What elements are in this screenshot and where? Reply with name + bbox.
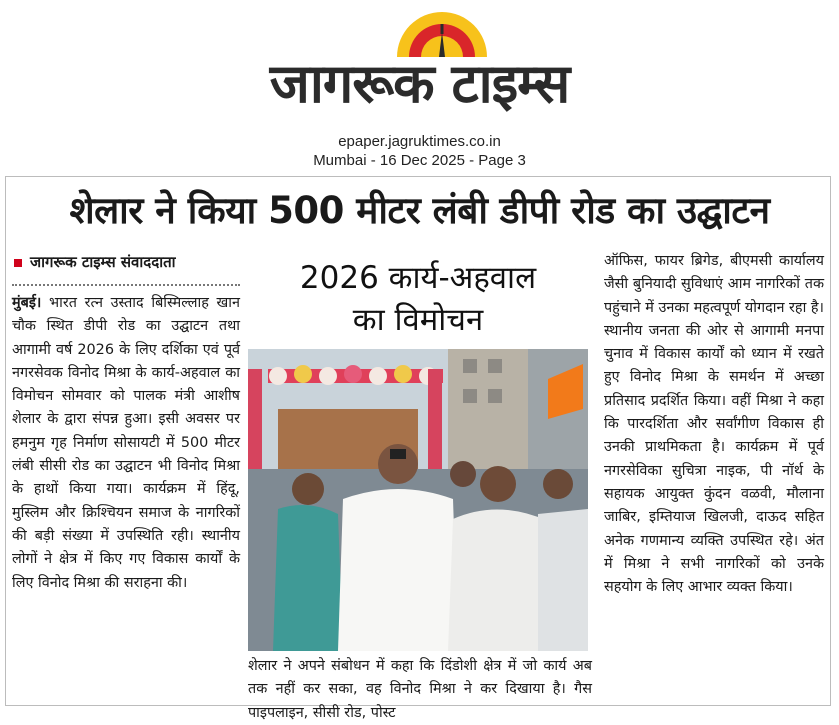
photo-caption-box <box>248 249 588 350</box>
article-column-right: ऑफिस, फायर ब्रिगेड, बीएमसी कार्यालय जैसी बुनियादी सुविधाएं आम नागरिकों तक पहुंचाने में उनका महत्वपूर्ण योगदान रहा है। स्थानीय जनता की ओर से आगामी मनपा चुनाव में विकास कार्यों को ध्यान में रखते हुए विनोद मिश्रा के समर्थन में अच्छा प्रतिसाद प्रदर्शित किया। वहीं मिश्रा ने कहा कि पारदर्शिता और सर्वांगीण विकास ही उनकी प्राथमिकता है। कार्यक्रम में पूर्व नगरसेविका सुचित्रा नाइक, पी नॉर्थ के सहायक आयुक्त कुंदन वळवी, मौलाना जाबिर, इम्तियाज खिलजी, दाऊद सहित अनेक गणमान्य व्यक्ति उपस्थित रहे। अंत में मिश्रा ने सभी नागरिकों को उनके सहयोग के लिए आभार व्यक्त किया। <box>604 253 824 596</box>
dateline-place: मुंबई। <box>12 295 42 311</box>
byline-text: जागरूक टाइम्स संवाददाता <box>30 253 176 271</box>
column-left-text: भारत रत्न उस्ताद बिस्मिल्लाह खान चौक स्थित डीपी रोड का उद्घाटन तथा आगामी वर्ष 2026 के लिए दर्शिका एवं पूर्व नगरसेवक विनोद मिश्रा के कार्य-अहवाल का विमोचन सोमवार को पालक मंत्री आशीष शेलार के द्वारा संपन्न हुआ। इसी अवसर पर हमनुम गृह निर्माण सोसायटी में 500 मीटर लंबी सीसी रोड का उद्घाटन भी विनोद मिश्रा के हाथों किया गया। कार्यक्रम में हिंदू, मुस्लिम और क्रिश्चियन समाज के नागरिकों की बड़ी संख्या में उपस्थिति रही। स्थानीय लोगों ने क्षेत्र में किए गए विकास कार्यों के लिए विनोद मिश्रा की सराहना की। <box>12 295 240 591</box>
photo-caption-line2: का विमोचन <box>352 302 484 338</box>
article-column-middle: शेलार ने अपने संबोधन में कहा कि दिंडोशी क्षेत्र में जो कार्य अब तक नहीं कर सका, वह विनोद मिश्रा ने कर दिखाया है। गैस पाइपलाइन, सीसी रोड, पोस्ट <box>248 658 592 721</box>
event-photo-image <box>248 349 588 651</box>
bullet-square-icon <box>14 259 22 267</box>
edition-url: epaper.jagruktimes.co.in <box>338 133 501 150</box>
photo-caption-line1: 2026 कार्य-अहवाल <box>299 260 537 296</box>
byline-divider <box>12 284 240 286</box>
byline <box>14 252 176 272</box>
article-headline: शेलार ने किया 500 मीटर लंबी डीपी रोड का उद्घाटन <box>69 189 770 232</box>
article-column-left <box>12 292 240 595</box>
article-photo <box>248 249 588 651</box>
logo-sun-icon <box>395 10 489 57</box>
edition-dateline: Mumbai - 16 Dec 2025 - Page 3 <box>313 152 526 169</box>
masthead-title: जागरूक टाइम्स <box>269 52 570 115</box>
